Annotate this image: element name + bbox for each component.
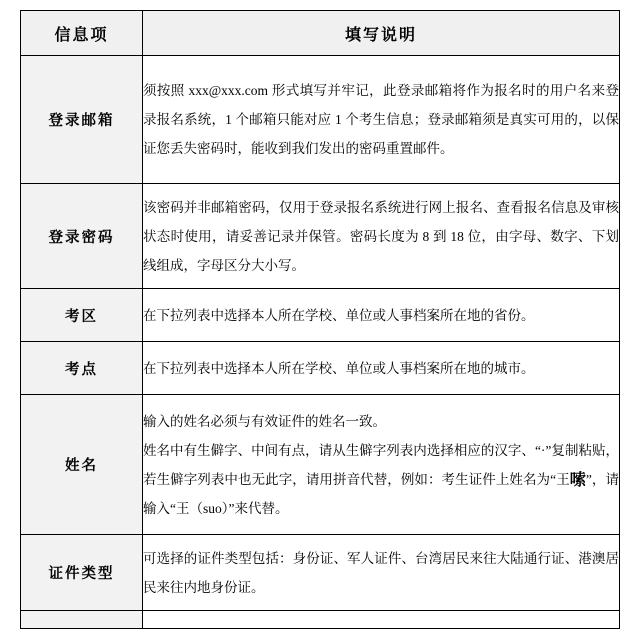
item-cell-login-password: 登录密码 (21, 184, 143, 289)
item-cell-partial (21, 611, 143, 629)
item-cell-exam-area: 考区 (21, 289, 143, 342)
table-row (21, 289, 620, 342)
table-row (21, 535, 620, 611)
description-cell-name (143, 395, 620, 535)
description-text-part-b: ”，请输入“王（suo）”来代替。 (143, 471, 619, 516)
description-text: 在下拉列表中选择本人所在学校、单位或人事档案所在地的城市。 (143, 360, 535, 376)
table-body (21, 56, 620, 629)
item-cell-exam-site: 考点 (21, 342, 143, 395)
rare-character-glyph: 嗦 (569, 469, 586, 489)
description-cell-login-email (143, 56, 620, 184)
description-cell-id-type (143, 535, 620, 611)
table-header (21, 11, 620, 56)
description-text: 可选择的证件类型包括：身份证、军人证件、台湾居民来往大陆通行证、港澳居民来往内地身份证。 (143, 550, 619, 595)
description-cell-login-password (143, 184, 620, 289)
table-row-partial (21, 611, 620, 629)
description-text: 该密码并非邮箱密码，仅用于登录报名系统进行网上报名、查看报名信息及审核状态时使用，请妥善记录并保管。密码长度为 8 到 18 位，由字母、数字、下划线组成，字母区分大小写。 (143, 199, 619, 273)
description-text-line-1: 输入的姓名必须与有效证件的姓名一致。 (143, 413, 386, 429)
header-cell-item: 信息项 (21, 11, 143, 56)
registration-info-table (20, 10, 620, 629)
item-cell-id-type: 证件类型 (21, 535, 143, 611)
description-cell-exam-area (143, 289, 620, 342)
header-row (21, 11, 620, 56)
description-text: 在下拉列表中选择本人所在学校、单位或人事档案所在地的省份。 (143, 307, 535, 323)
table-row (21, 184, 620, 289)
item-cell-name: 姓名 (21, 395, 143, 535)
table-row (21, 342, 620, 395)
description-cell-partial (143, 611, 620, 629)
description-text-line-2 (143, 436, 619, 523)
item-cell-login-email: 登录邮箱 (21, 56, 143, 184)
table-row (21, 395, 620, 535)
header-cell-description: 填写说明 (143, 11, 620, 56)
description-text: 须按照 xxx@xxx.com 形式填写并牢记，此登录邮箱将作为报名时的用户名来登录报名系统，1 个邮箱只能对应 1 个考生信息；登录邮箱须是真实可用的，以保证您丢失密码时，能收到我们发出的密码重置邮件。 (143, 83, 619, 156)
table-row (21, 56, 620, 184)
description-text-part-a: 姓名中有生僻字、中间有点，请从生僻字列表内选择相应的汉字、“·”复制粘贴，若生僻字列表中也无此字，请用拼音代替，例如：考生证件上姓名为“王 (143, 442, 619, 487)
description-cell-exam-site (143, 342, 620, 395)
